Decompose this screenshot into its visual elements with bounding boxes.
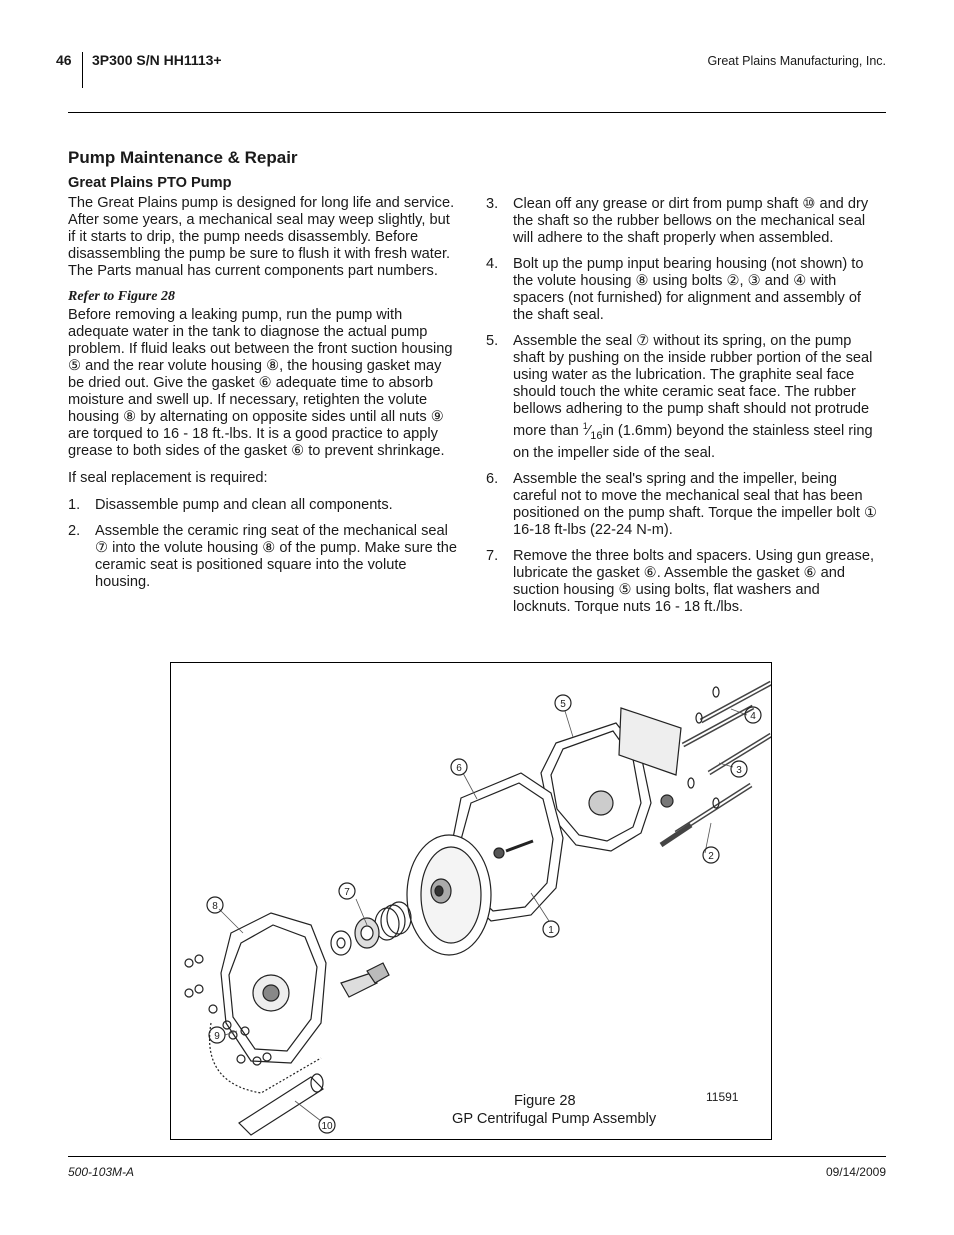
figure-reference: Refer to Figure 28 bbox=[68, 289, 175, 304]
step-text: Bolt up the pump input bearing housing (not shown) to the volute housing ⑧ using bolts ②, ③ and ④ with spacers (not furnished) for alignment and assembly of the shaft seal. bbox=[513, 256, 864, 323]
step-number: 4. bbox=[486, 256, 499, 272]
step-number: 7. bbox=[486, 547, 499, 564]
figure-caption bbox=[452, 1092, 672, 1128]
step-text: Assemble the seal's spring and the impeller, being careful not to move the mechanical seal that has been positioned on the pump shaft. Torque the impeller bolt ① 16-18 ft-lbs (22-24 N-m). bbox=[513, 470, 878, 538]
step-text: Disassemble pump and clean all components. bbox=[95, 497, 393, 513]
figure-number: Figure 28 bbox=[514, 1093, 576, 1109]
fraction-denominator: 16 bbox=[590, 429, 603, 442]
doc-date: 09/14/2009 bbox=[825, 1165, 886, 1179]
step-2 bbox=[68, 523, 460, 591]
callout-label-6: 6 bbox=[456, 763, 462, 774]
callout-label-2: 2 bbox=[708, 851, 714, 862]
section-title: Pump Maintenance & Repair bbox=[68, 148, 298, 167]
bolt-set-3 bbox=[688, 735, 771, 788]
figure-title: GP Centrifugal Pump Assembly bbox=[452, 1111, 657, 1127]
left-column bbox=[68, 148, 460, 600]
pump-shaft bbox=[239, 1074, 323, 1135]
callout-label-9: 9 bbox=[214, 1031, 220, 1042]
model-title: 3P300 S/N HH1113+ bbox=[92, 52, 222, 68]
step-number: 1. bbox=[68, 497, 81, 513]
step-number: 6. bbox=[486, 470, 499, 487]
footer-rule bbox=[68, 1156, 886, 1157]
header-rule bbox=[68, 112, 886, 113]
right-column bbox=[486, 196, 878, 625]
company-name: Great Plains Manufacturing, Inc. bbox=[707, 54, 886, 68]
step-number: 2. bbox=[68, 523, 81, 539]
seal-spring bbox=[375, 902, 411, 940]
callout-label-5: 5 bbox=[560, 699, 566, 710]
step-text-b: in (1.6mm) beyond the stainless steel ring on the impeller side of the seal. bbox=[513, 422, 873, 461]
step-5 bbox=[486, 333, 878, 462]
intro-paragraph: The Great Plains pump is designed for long life and service. After some years, a mechanical seal may weep slightly, but if it starts to drip, the pump needs disassembly. Before disassembling the pump be sure to flush it with fresh water. The Parts manual has current components part numbers. bbox=[68, 195, 455, 279]
callout-label-1: 1 bbox=[548, 925, 554, 936]
impeller bbox=[407, 835, 491, 955]
callout-label-3: 3 bbox=[736, 765, 742, 776]
step-3 bbox=[486, 196, 878, 247]
bolt-set-4 bbox=[683, 683, 771, 745]
step-text-a: Assemble the seal ⑦ without its spring, on the pump shaft by pushing on the inside rubber portion of the seal using water as the lubrication. The graphite seal face should touch the white ceramic seat face. The rubber bellows adhering to the pump shaft should not protrude more than bbox=[513, 333, 873, 439]
page-number: 46 bbox=[56, 52, 72, 68]
lead-in: If seal replacement is required: bbox=[68, 470, 268, 486]
volute-housing bbox=[210, 913, 326, 1093]
diagnosis-paragraph: Before removing a leaking pump, run the pump with adequate water in the tank to diagnose the actual pump problem. If fluid leaks out between the front suction housing ⑤ and the rear volute housing ⑧, the housing gasket may be dried out. Give the gasket ⑥ adequate time to absorb moisture and swell up. If necessary, retighten the volute housing ⑧ by alternating on opposite sides until all nuts ⑨ are torqued to 16 - 18 ft.-lbs. It is a good practice to apply grease to both sides of the gasket ⑥ to prevent shrinkage. bbox=[68, 307, 453, 459]
step-1 bbox=[68, 497, 460, 514]
step-7 bbox=[486, 548, 878, 616]
pump-assembly-diagram bbox=[171, 663, 771, 1139]
callout-label-4: 4 bbox=[750, 711, 756, 722]
step-4 bbox=[486, 256, 878, 324]
step-text: Assemble the seal ⑦ without its spring, on the pump shaft by pushing on the inside rubber portion of the seal using water as the lubrication. The graphite seal face should touch the white ceramic seat face. The rubber bellows adhering to the pump shaft should not protrude more than $^1⁄_{16}in$ (1.6mm) beyond the stainless steel ring on the impeller side of the seal. bbox=[513, 333, 873, 461]
callout-label-10: 10 bbox=[321, 1121, 333, 1132]
suction-housing bbox=[541, 708, 681, 851]
figure-frame bbox=[170, 662, 772, 1140]
elbow-fitting bbox=[341, 963, 389, 997]
bolt-set-2 bbox=[661, 785, 751, 845]
header-divider bbox=[82, 52, 83, 88]
figure-code: 11591 bbox=[706, 1090, 739, 1104]
step-number: 3. bbox=[486, 196, 499, 212]
step-text: Remove the three bolts and spacers. Using gun grease, lubricate the gasket ⑥. Assemble the gasket ⑥ and suction housing ⑤ using bolts, flat washers and locknuts. Torque nuts 16 - 18 ft./lbs. bbox=[513, 547, 874, 615]
step-text: Clean off any grease or dirt from pump shaft ⑩ and dry the shaft so the rubber bellows on the mechanical seal will adhere to the shaft properly when assembled. bbox=[513, 196, 869, 246]
fraction-numerator: 1 bbox=[582, 421, 588, 431]
callout-label-8: 8 bbox=[212, 901, 218, 912]
step-number: 5. bbox=[486, 333, 499, 349]
step-text: Assemble the ceramic ring seat of the mechanical seal ⑦ into the volute housing ⑧ of the pump. Make sure the ceramic seat is positioned square into the volute housing. bbox=[95, 523, 458, 590]
doc-number: 500-103M-A bbox=[68, 1165, 135, 1179]
section-subtitle: Great Plains PTO Pump bbox=[68, 175, 232, 191]
step-6 bbox=[486, 471, 878, 539]
mechanical-seal bbox=[331, 918, 379, 955]
callout-label-7: 7 bbox=[344, 887, 350, 898]
